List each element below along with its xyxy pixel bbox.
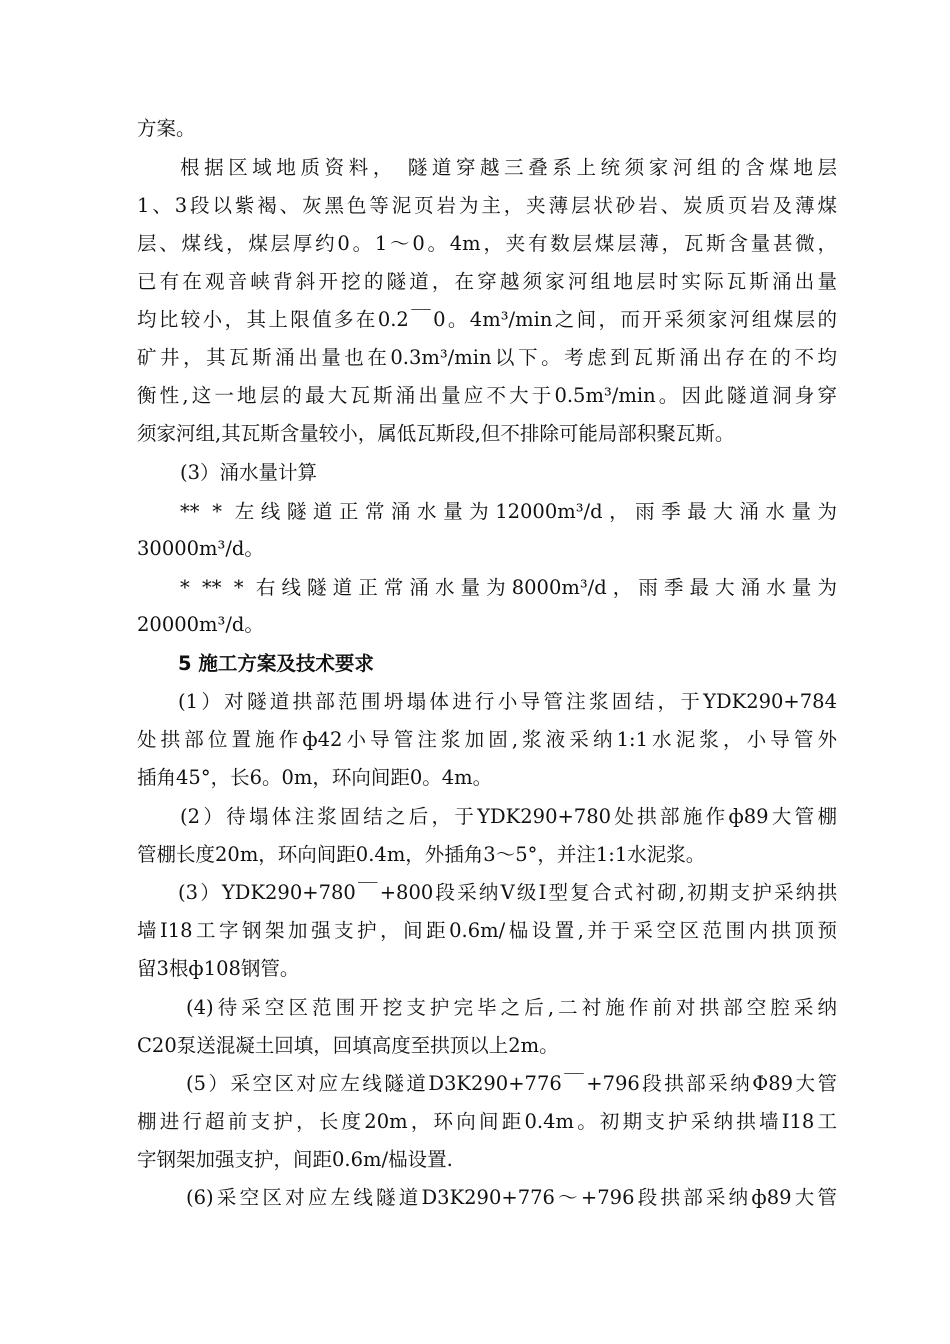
paragraph-line: C20泵送混凝土回填，回填高度至拱顶以上2m。 — [137, 1034, 559, 1057]
paragraph-line: (5）采空区对应左线隧道D3K290+776￣+796段拱部采纳Φ89大管 — [186, 1072, 837, 1095]
paragraph-line: (3）YDK290+780￣+800段采纳Ⅴ级Ⅰ型复合式衬砌,初期支护采纳拱 — [178, 881, 837, 904]
paragraph-line: 管棚长度20m，环向间距0.4m，外插角3～5°，并注1:1水泥浆。 — [137, 843, 706, 866]
paragraph-line: 矿井，其瓦斯涌出量也在0.3m³/min以下。考虑到瓦斯涌出存在的不均 — [137, 346, 837, 369]
paragraph-line: 字钢架加强支护，间距0.6m/榀设置. — [137, 1148, 453, 1171]
paragraph-line: (1）对隧道拱部范围坍塌体进行小导管注浆固结，于YDK290+784 — [178, 690, 837, 713]
paragraph-line: 须家河组,其瓦斯含量较小，属低瓦斯段,但不排除可能局部积聚瓦斯。 — [137, 422, 735, 445]
paragraph-line: 处拱部位置施作ф42小导管注浆加固,浆液采纳1:1水泥浆，小导管外 — [137, 728, 837, 751]
paragraph-line: 方案。 — [137, 117, 196, 140]
paragraph-line: 层、煤线，煤层厚约0。1～0。4m，夹有数层煤层薄，瓦斯含量甚微， — [137, 232, 837, 255]
paragraph-line: 30000m³/d。 — [137, 537, 264, 560]
paragraph-line: 已有在观音峡背斜开挖的隧道，在穿越须家河组地层时实际瓦斯涌出量 — [137, 270, 837, 293]
paragraph-line: (4)待采空区范围开挖支护完毕之后,二衬施作前对拱部空腔采纳 — [186, 996, 837, 1019]
paragraph-line: ** * 左线隧道正常涌水量为12000m³/d，雨季最大涌水量为 — [180, 500, 837, 523]
paragraph-line: 均比较小，其上限值多在0.2￣0。4m³/min之间，而开采须家河组煤层的 — [137, 308, 837, 331]
paragraph-line: 棚进行超前支护，长度20m，环向间距0.4m。初期支护采纳拱墙I18工 — [137, 1110, 837, 1133]
paragraph-line: 衡性,这一地层的最大瓦斯涌出量应不大于0.5m³/min。因此隧道洞身穿 — [137, 384, 837, 407]
paragraph-line: 插角45°，长6。0m，环向间距0。4m。 — [137, 766, 493, 789]
paragraph-line: 墙I18工字钢架加强支护，间距0.6m/榀设置,并于采空区范围内拱顶预 — [137, 919, 837, 942]
paragraph-line: 留3根ф108钢管。 — [137, 957, 300, 980]
paragraph-line: (2）待塌体注浆固结之后，于YDK290+780处拱部施作ф89大管棚 — [180, 805, 837, 828]
section-heading: 5 施工方案及技术要求 — [178, 652, 374, 675]
paragraph-line: (6)采空区对应左线隧道D3K290+776～+796段拱部采纳ф89大管 — [186, 1186, 837, 1209]
paragraph-line: 根据区域地质资料， 隧道穿越三叠系上统须家河组的含煤地层 — [180, 156, 837, 179]
paragraph-line: 1、3段以紫褐、灰黑色等泥页岩为主，夹薄层状砂岩、炭质页岩及薄煤 — [137, 194, 837, 217]
section-heading: (3）涌水量计算 — [180, 461, 318, 484]
paragraph-line: * ** * 右线隧道正常涌水量为8000m³/d，雨季最大涌水量为 — [180, 576, 837, 599]
paragraph-line: 20000m³/d。 — [137, 613, 264, 636]
